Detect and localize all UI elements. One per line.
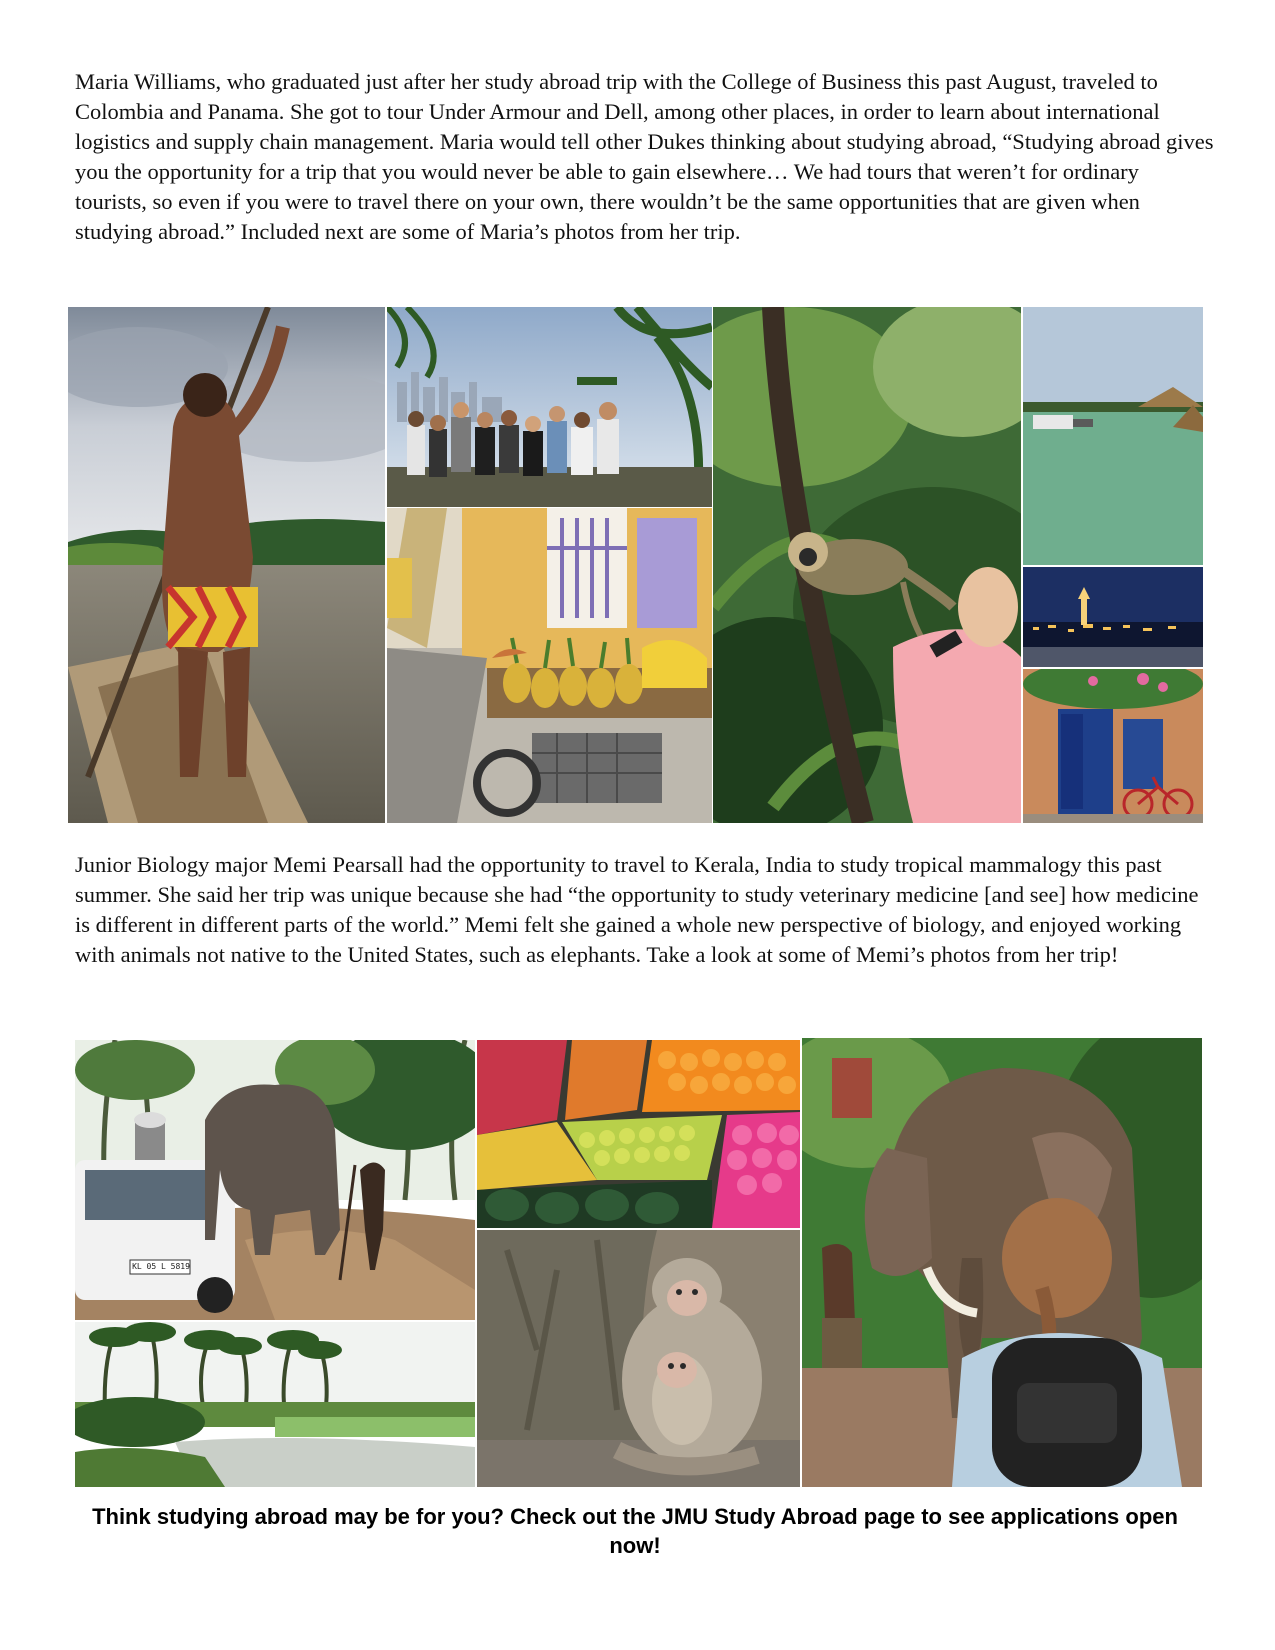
photo-monkey-jungle bbox=[713, 307, 1021, 823]
photo-canoe-river bbox=[68, 307, 385, 823]
article-paragraph-maria: Maria Williams, who graduated just after her study abroad trip with the College of Business this past August, traveled to Colombia and Panama. She got to tour Under Armour and Dell, among other places, in order to learn about international logistics and supply chain management. Maria would tell other Dukes thinking about studying abroad, “Studying abroad gives you the opportunity for a trip that you would never be able to gain elsewhere… We had tours that weren’t for ordinary tourists, so even if you were to travel there on your own, there wouldn’t be the same opportunities that are given when studying abroad.” Included next are some of Maria’s photos from her trip. bbox=[75, 69, 1214, 244]
photo-street-fruit-cart bbox=[387, 508, 712, 823]
photo-elephant-van bbox=[75, 1040, 475, 1320]
photo-fruit-market bbox=[477, 1040, 800, 1228]
photo-group-skyline bbox=[387, 307, 712, 507]
photo-lagoon-huts bbox=[1023, 307, 1203, 565]
call-to-action: Think studying abroad may be for you? Check out the JMU Study Abroad page to see applications open now! bbox=[92, 1504, 1178, 1558]
photo-blue-door-bicycle bbox=[1023, 669, 1203, 823]
photo-backwater-palms bbox=[75, 1322, 475, 1487]
photo-macaque-mother-baby bbox=[477, 1230, 800, 1487]
article-paragraph-memi: Junior Biology major Memi Pearsall had the opportunity to travel to Kerala, India to study tropical mammalogy this past summer. She said her trip was unique because she had “the opportunity to study veterinary medicine [and see] how medicine is different in different parts of the world.” Memi felt she gained a whole new perspective of biology, and enjoyed working with animals not native to the United States, such as elephants. Take a look at some of Memi’s photos from her trip! bbox=[75, 852, 1199, 967]
photo-elephant-girl-braid bbox=[802, 1038, 1202, 1487]
photo-night-waterfront bbox=[1023, 567, 1203, 667]
van-license-plate: KL 05 L 5819 bbox=[132, 1262, 190, 1271]
